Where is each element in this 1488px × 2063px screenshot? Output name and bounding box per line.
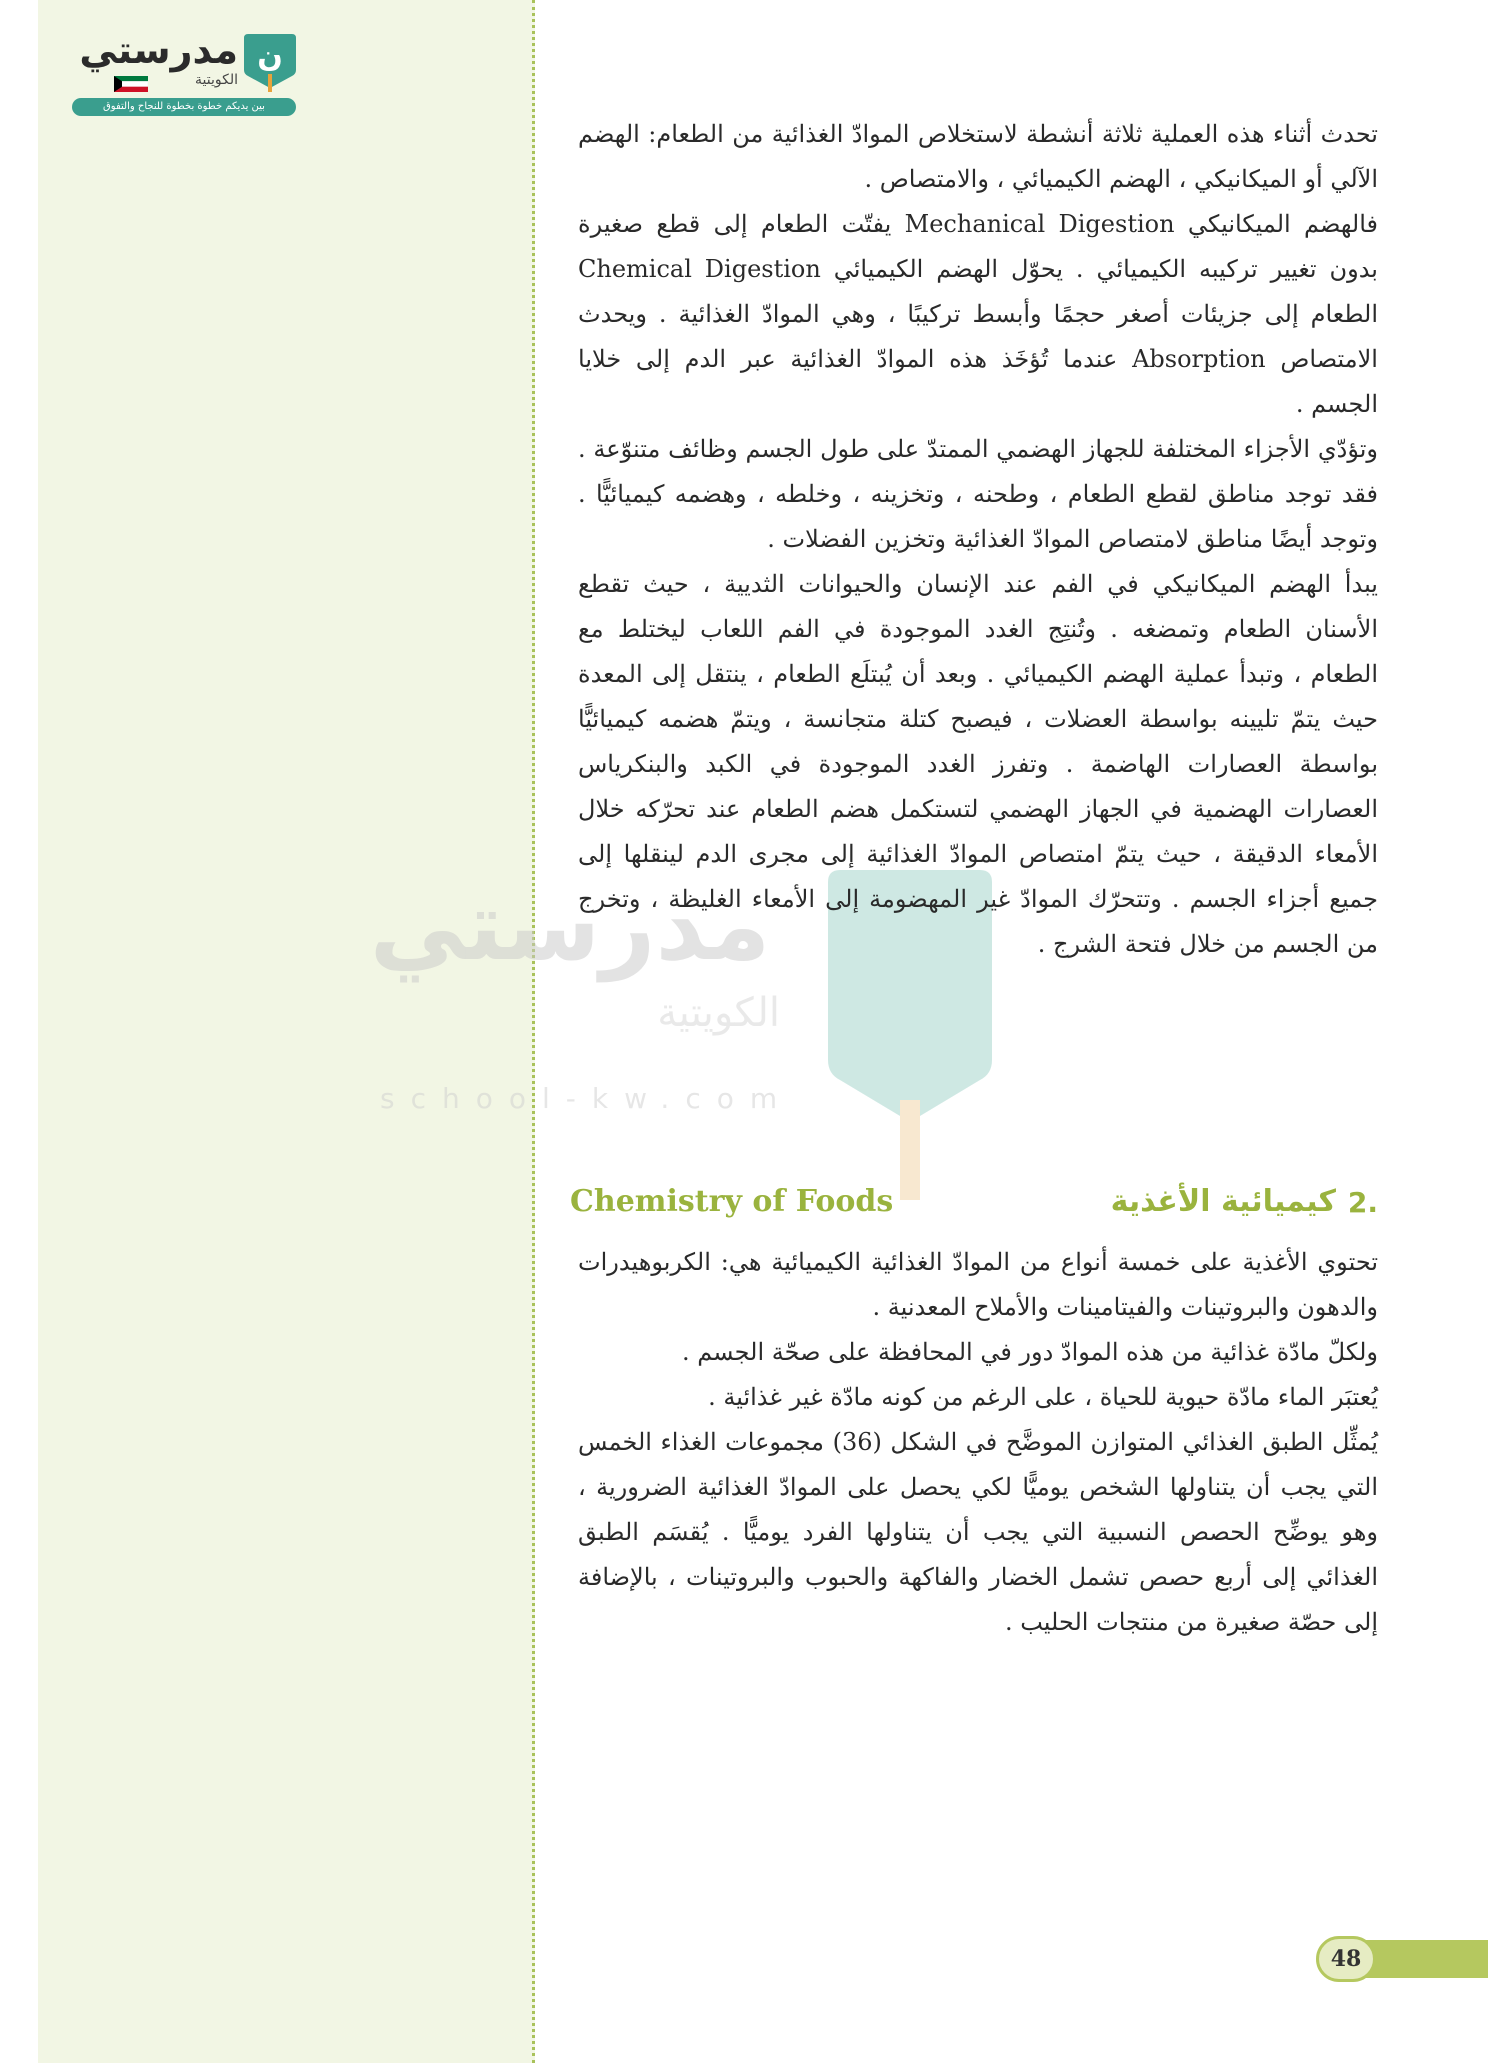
watermark-word: مدرستي [369,870,771,982]
section-title-arabic: كيميائية الأغذية [1110,1184,1336,1219]
paragraph-digestion-types: فالهضم الميكانيكي Mechanical Digestion يفتّت الطعام إلى قطع صغيرة بدون تغيير تركيبه الكيميائي . يحوّل الهضم الكيميائي Chemical Digestion الطعام إلى جزيئات أصغر حجمًا وأبسط تركيبًا ، وهي الموادّ الغذائية . ويحدث الامتصاص Absorption عندما تُؤخَذ هذه الموادّ الغذائية عبر الدم إلى خلايا الجسم . [578,210,1378,418]
logo-word: مدرستي [79,28,238,72]
logo-badge-letter: ن [257,39,283,74]
kuwait-flag-icon [114,76,148,92]
paragraph-digestive-parts: وتؤدّي الأجزاء المختلفة للجهاز الهضمي الممتدّ على طول الجسم وظائف متنوّعة . فقد توجد مناطق لقطع الطعام ، وطحنه ، وتخزينه ، وخلطه ، وهضمه كيميائيًّا . وتوجد أيضًا مناطق لامتصاص الموادّ الغذائية وتخزين الفضلات . [578,435,1378,553]
section-number: 2. [1347,1186,1378,1219]
site-logo[interactable] [70,28,300,118]
body-text-part-2 [578,1240,1378,1645]
section-heading [570,1182,1378,1232]
paragraph-digestion-process: يبدأ الهضم الميكانيكي في الفم عند الإنسان والحيوانات الثديية ، حيث تقطع الأسنان الطعام وتمضغه . وتُنتِج الغدد الموجودة في الفم اللعاب ليختلط مع الطعام ، وتبدأ عملية الهضم الكيميائي . وبعد أن يُبتلَع الطعام ، ينتقل إلى المعدة حيث يتمّ تليينه بواسطة العضلات ، فيصبح كتلة متجانسة ، ويتمّ هضمه كيميائيًّا بواسطة العصارات الهاضمة . وتفرز الغدد الموجودة في الكبد والبنكرياس العصارات الهضمية في الجهاز الهضمي لتستكمل هضم الطعام عند تحرّكه خلال الأمعاء الدقيقة ، حيث يتمّ امتصاص الموادّ الغذائية إلى مجرى الدم لينقلها إلى جميع أجزاء الجسم . وتتحرّك الموادّ غير المهضومة إلى الأمعاء الغليظة ، وتخرج من الجسم من خلال فتحة الشرج . [578,570,1379,958]
logo-subtitle: الكويتية [195,72,238,88]
logo-tagline: بين يديكم خطوة بخطوة للنجاح والتفوق [72,98,296,116]
paragraph-nutrient-role: ولكلّ مادّة غذائية من هذه الموادّ دور في المحافظة على صحّة الجسم . [682,1338,1378,1366]
paragraph-water: يُعتبَر الماء مادّة حيوية للحياة ، على الرغم من كونه مادّة غير غذائية . [708,1383,1378,1411]
paragraph-digestion-intro: تحدث أثناء هذه العملية ثلاثة أنشطة لاستخلاص الموادّ الغذائية من الطعام: الهضم الآلي أو الميكانيكي ، الهضم الكيميائي ، والامتصاص . [578,120,1378,193]
paragraph-food-plate: يُمثِّل الطبق الغذائي المتوازن الموضَّح في الشكل (36) مجموعات الغذاء الخمس التي يجب أن يتناولها الشخص يوميًّا لكي يحصل على الموادّ الغذائية الضرورية ، وهو يوضِّح الحصص النسبية التي يجب أن يتناولها الفرد يوميًّا . يُقسَم الطبق الغذائي إلى أربع حصص تشمل الخضار والفاكهة والحبوب والبروتينات ، بالإضافة إلى حصّة صغيرة من منتجات الحليب . [578,1428,1378,1636]
body-text-part-1 [578,112,1378,967]
paragraph-nutrient-types: تحتوي الأغذية على خمسة أنواع من الموادّ الغذائية الكيميائية هي: الكربوهيدرات والدهون والبروتينات والفيتامينات والأملاح المعدنية . [578,1248,1378,1321]
watermark-subtitle: الكويتية [657,990,780,1036]
page-number: 48 [1316,1936,1376,1982]
logo-badge-icon [242,30,298,92]
section-title-english: Chemistry of Foods [570,1184,894,1219]
watermark-url: school-kw.com [380,1082,794,1115]
